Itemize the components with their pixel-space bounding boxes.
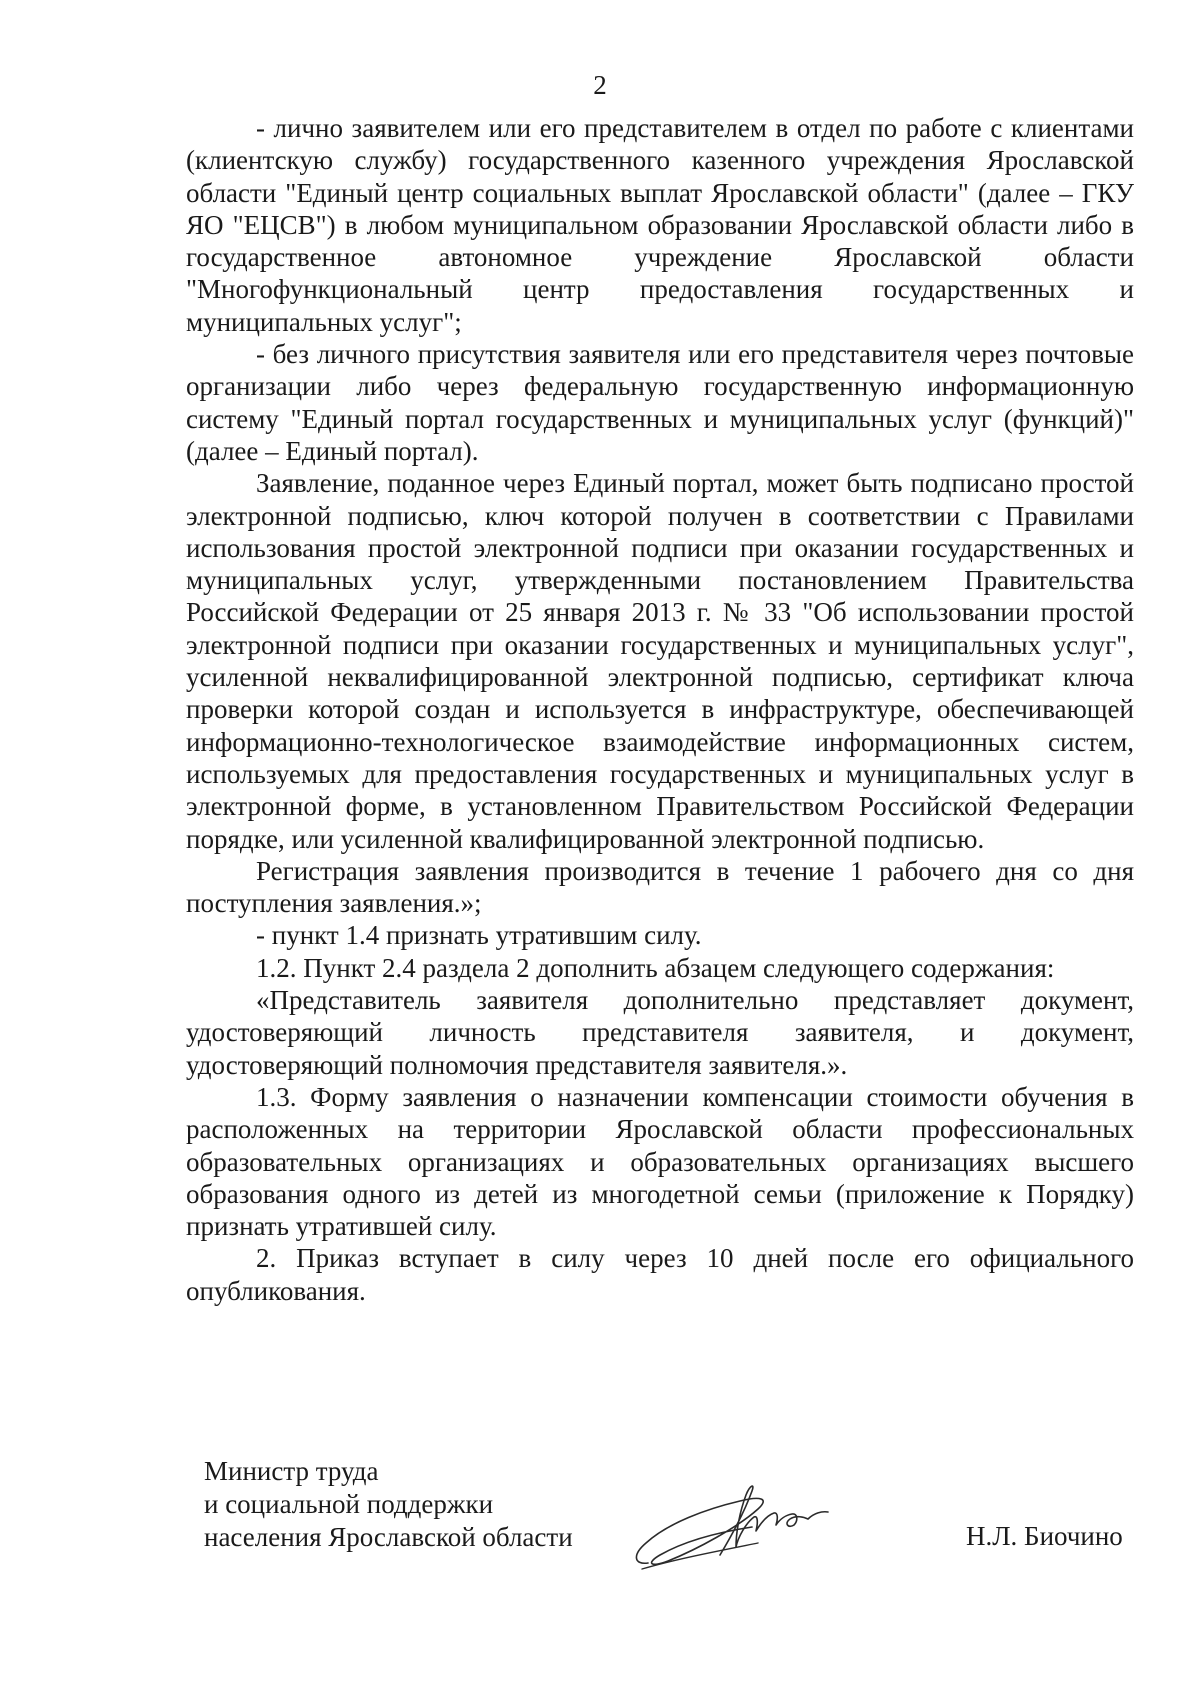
signer-title-line: населения Ярославской области: [204, 1522, 573, 1552]
paragraph-amendment-1-3: 1.3. Форму заявления о назначении компенсации стоимости обучения в расположенных на территории Ярославской области профессиональных образовательных организациях и образовательных организациях высшего образования одного из детей из многодетной семьи (приложение к Порядку) признать утратившей силу.: [186, 1081, 1134, 1242]
signature-block: [0, 1455, 1200, 1595]
paragraph-amendment-1-2: 1.2. Пункт 2.4 раздела 2 дополнить абзацем следующего содержания:: [256, 952, 1055, 983]
paragraph-electronic-signature: Заявление, поданное через Единый портал, может быть подписано простой электронной подписью, ключ которой получен в соответствии с Правилами использования простой электронной подписи при оказании государственных и муниципальных услуг, утвержденными постановлением Правительства Российской Федерации от 25 января 2013 г. № 33 "Об использовании простой электронной подписи при оказании государственных и муниципальных услуг", усиленной неквалифицированной электронной подписью, сертификат ключа проверки которой создан и используется в инфраструктуре, обеспечивающей информационно-технологическое взаимодействие информационных систем, используемых для предоставления государственных и муниципальных услуг в электронной форме, в установленном Правительством Российской Федерации порядке, или усиленной квалифицированной электронной подписью.: [186, 468, 1134, 854]
paragraph-delivery-remote: - без личного присутствия заявителя или его представителя через почтовые организации либо через федеральную государственную информационную систему "Единый портал государственных и муниципальных услуг (функций)" (далее – Единый портал).: [186, 339, 1134, 466]
signer-title-line: Министр труда: [204, 1456, 379, 1486]
paragraph-effective-date: 2. Приказ вступает в силу через 10 дней после его официального опубликования.: [186, 1243, 1134, 1306]
paragraph-delivery-in-person: - лично заявителем или его представителем в отдел по работе с клиентами (клиентскую службу) государственного казенного учреждения Ярославской области "Единый центр социальных выплат Ярославской области" (далее – ГКУ ЯО "ЕЦСВ") в любом муниципальном образовании Ярославской области либо в государственное автономное учреждение Ярославской области "Многофункциональный центр предоставления государственных и муниципальных услуг";: [186, 113, 1134, 337]
signer-title: [204, 1455, 573, 1554]
handwritten-signature: [628, 1465, 868, 1575]
signer-name: Н.Л. Биочино: [966, 1521, 1123, 1551]
page-number: 2: [593, 70, 607, 100]
paragraph-registration: Регистрация заявления производится в течение 1 рабочего дня со дня поступления заявления.»;: [186, 855, 1134, 919]
paragraph-representative: «Представитель заявителя дополнительно представляет документ, удостоверяющий личность представителя заявителя, и документ, удостоверяющий полномочия представителя заявителя.».: [186, 985, 1134, 1080]
document-body: [186, 112, 1134, 1307]
paragraph-point-1-4: - пункт 1.4 признать утратившим силу.: [256, 920, 702, 951]
signer-title-line: и социальной поддержки: [204, 1489, 494, 1519]
